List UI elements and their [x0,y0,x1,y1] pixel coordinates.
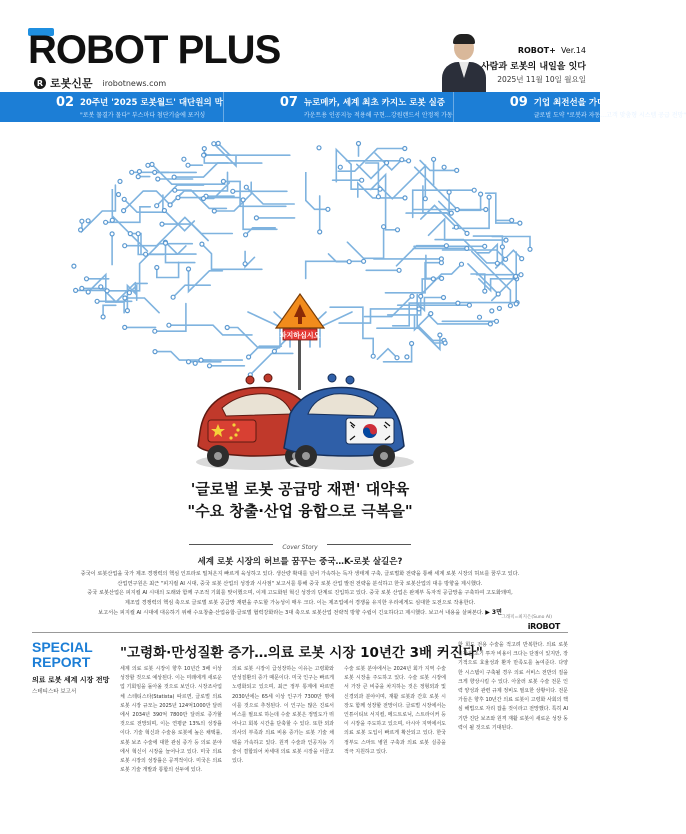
circuit-node [272,349,276,353]
circuit-node [405,355,409,359]
circuit-trace [415,167,458,209]
circuit-node [362,259,366,263]
issue-date: 2025년 11월 10일 월요일 [497,75,586,84]
logo-word-plus: PLUS [177,28,281,72]
circuit-node [122,209,126,213]
circuit-trace [306,261,364,278]
circuit-node [118,179,122,183]
circuit-node [202,197,206,201]
circuit-node [173,188,177,192]
circuit-node [125,309,129,313]
circuit-node [176,196,180,200]
circuit-node [208,364,212,368]
circuit-node [487,195,491,199]
circuit-node [130,170,134,174]
index-item-desc: "로봇 물결가 물다" 부스마다 첨단기술에 포커싱 [80,112,206,119]
lead-line: 중국 로봇산업은 피지컬 AI 시대의 도래와 함께 구조적 기회를 맞이했으며, 이제 고도화된 혁신 성장의 단계로 진입하고 있다. 중국 로봇 산업은 완제부 독자적 공급망을 구축하여 고도화돼며, [87,590,513,597]
circuit-node [444,244,448,248]
circuit-trace [88,275,124,313]
edition-brand: ROBOT+ [517,46,556,55]
circuit-node [72,264,76,268]
circuit-node [514,274,518,278]
circuit-trace [189,269,223,292]
index-strip [0,92,686,122]
lead-line: 제조업 경쟁력의 핵심 축으로 글로벌 로봇 공급망 재편을 주도할 가능성이 매우 크다. 이는 제조업에서 경쟁을 유지한 우리에게도 심대한 도전으로 작용한다. [124,599,476,606]
circuit-node [419,294,423,298]
circuit-node [465,246,469,250]
circuit-node [254,216,258,220]
circuit-node [465,231,469,235]
circuit-node [410,294,414,298]
circuit-node [80,219,84,223]
index-item-title: 뉴로메카, 세계 최초 카지노 로봇 실증 [303,98,446,108]
circuit-node [442,296,446,300]
circuit-node [382,225,386,229]
circuit-node [186,163,190,167]
circuit-trace [164,211,194,231]
circuit-node [407,159,411,163]
circuit-node [127,291,131,295]
circuit-node [447,190,451,194]
circuit-node [442,165,446,169]
circuit-node [164,241,168,245]
cover-story-subhead [0,534,600,567]
circuit-node [338,165,342,169]
circuit-node [472,188,476,192]
circuit-node [395,356,399,360]
circuit-node [484,208,488,212]
circuit-node [431,277,435,281]
robot-plus-logo[interactable] [28,30,280,70]
circuit-node [150,162,154,166]
circuit-node [417,307,421,311]
continue-page-link[interactable]: ▶ 3면 [485,609,502,617]
circuit-node [326,207,330,211]
special-report-source: 스테티스타 보고서 [32,689,77,695]
circuit-node [403,196,407,200]
circuit-node [490,309,494,313]
circuit-node [514,302,518,306]
special-report-kicker-2: REPORT [32,654,91,670]
robot-news-badge-icon: R [34,77,46,89]
circuit-node [454,225,458,229]
circuit-node [199,358,203,362]
circuit-trace [107,244,192,291]
circuit-node [153,170,157,174]
circuit-node [400,158,404,162]
headline-line-2: "수요 창출·산업 융합으로 극복을" [187,502,413,520]
circuit-trace [377,349,397,360]
circuit-node [167,323,171,327]
circuit-trace [330,307,373,356]
index-item-desc: 글로벌 도약 "로봇과 자동…고객 맞춤형 시스템 공급 전망" [533,112,686,119]
circuit-node [216,141,220,145]
circuit-node [123,296,127,300]
circuit-node [376,195,380,199]
blue-car-icon [284,374,414,470]
circuit-node [221,179,225,183]
warning-sign-text: 파지하십시오 [279,331,321,340]
circuit-node [357,142,361,146]
circuit-trace [365,296,413,316]
circuit-trace [202,244,262,269]
circuit-node [202,147,206,151]
masthead [0,0,600,92]
circuit-trace [320,312,352,347]
circuit-node [146,163,150,167]
special-report-topic: 의료 로봇 세계 시장 전망 [32,676,110,684]
circuit-node [396,228,400,232]
circuit-node [128,232,132,236]
circuit-node [244,185,248,189]
circuit-node [101,315,105,319]
graphic-credit: 그래픽=최지은(Suno AI) [501,615,552,620]
index-item-02[interactable] [0,92,224,122]
circuit-node [110,218,114,222]
cover-story-label: Cover Story [282,544,318,551]
index-page-number: 09 [509,95,528,110]
circuit-node [360,178,364,182]
circuit-node [423,197,427,201]
circuit-node [410,342,414,346]
circuit-node [122,197,126,201]
circuit-node [105,289,109,293]
circuit-node [429,312,433,316]
circuit-node [483,289,487,293]
sub-logo [34,75,166,91]
circuit-node [479,192,483,196]
circuit-node [403,147,407,151]
circuit-node [86,290,90,294]
circuit-node [243,262,247,266]
special-report-kicker-1: SPECIAL [32,639,93,655]
circuit-trace [112,189,147,251]
circuit-node [497,306,501,310]
circuit-node [95,299,99,303]
circuit-node [212,142,216,146]
circuit-node [385,161,389,165]
edition-info [481,38,586,85]
circuit-node [495,261,499,265]
circuit-node [110,232,114,236]
edition-version: Ver.14 [560,46,586,55]
circuit-node [460,262,464,266]
circuit-node [104,220,108,224]
circuit-node [483,244,487,248]
cover-headline[interactable] [0,478,600,522]
lead-line: 중국이 로봇산업을 국가 제조 경쟁력의 핵심 인프라로 밀쳐온지 빠르게 육성하고 있다. 생산량 확대를 넘어 가속하는 독자 생태계 구축, 글로벌화 전략을 통해 세계 로봇 시장의 허브를 꿈꾸고 있다. [80,571,520,577]
circuit-node [500,245,504,249]
article-column-3: 수술 로봇 분야에서는 2024년 회가 지역 수술 로봇 시장을 주도하고 있다. 수술 로봇 시장에서 가장 큰 비중을 차지하는 것은 정형외과 및 신경외과 분야이며, 재활 로봇과 간호 로봇 시장도 함께 성장할 전망이다. 글로벌 시장에서는 인튜이티브 서지컬, 메드트로닉, 스트라이커 등이 시장을 주도하고 있으며, 아시아 지역에서도 의료 로봇 도입이 빠르게 확산되고 있다. 한국 정부도 스마트 병원 구축과 의료 로봇 실증을 적극 지원하고 있다. [344,666,446,755]
circuit-node [156,177,160,181]
circuit-node [443,341,447,345]
circuit-node [247,355,251,359]
cover-story-subtitle: 세계 로봇 시장의 허브를 꿈꾸는 중국…K-로봇 살길은? [197,557,403,567]
circuit-node [80,286,84,290]
circuit-node [74,288,78,292]
circuit-trace [125,298,159,313]
circuit-trace [82,185,116,231]
circuit-node [153,329,157,333]
circuit-node [123,325,127,329]
circuit-node [438,333,442,337]
circuit-node [467,303,471,307]
circuit-node [153,350,157,354]
circuit-node [432,157,436,161]
circuit-node [241,198,245,202]
circuit-node [168,203,172,207]
circuit-node [79,228,83,232]
index-item-title: 20주년 '2025 로봇월드' 대단원의 막 [80,98,223,108]
circuit-node [193,361,197,365]
circuit-node [455,208,459,212]
circuit-node [212,209,216,213]
circuit-node [136,175,140,179]
circuit-node [200,242,204,246]
circuit-node [318,230,322,234]
circuit-node [123,244,127,248]
special-report-title[interactable]: "고령화·만성질환 증가…의료 로봇 시장 10년간 3배 커진다" [120,645,483,661]
circuit-node [171,295,175,299]
lead-paragraph [50,570,550,619]
circuit-trace [246,187,294,204]
circuit-node [155,266,159,270]
circuit-node [455,168,459,172]
circuit-node [528,247,532,251]
circuit-trace [492,277,515,300]
circuit-node [371,354,375,358]
circuit-node [397,268,401,272]
robot-news-name: 로봇신문 [50,77,93,90]
circuit-node [496,292,500,296]
index-item-desc: 카운트용 인공지능 적용해 구현…강원랜드서 안정적 가동 [303,112,453,119]
circuit-node [439,257,443,261]
brain-circuit-illustration [0,122,600,492]
circuit-node [202,153,206,157]
circuit-node [347,260,351,264]
circuit-node [519,273,523,277]
circuit-node [160,222,164,226]
headline-line-1: '글로벌 로봇 공급망 재편' 대약육 [190,480,410,498]
circuit-node [117,193,121,197]
circuit-node [244,233,248,237]
circuit-node [449,211,453,215]
circuit-trace [173,285,210,297]
circuit-node [99,285,103,289]
circuit-node [488,322,492,326]
circuit-node [155,204,159,208]
circuit-node [504,238,508,242]
circuit-node [510,218,514,222]
circuit-node [187,360,191,364]
circuit-trace [157,262,179,277]
cover-illustration [0,122,600,492]
circuit-node [520,257,524,261]
circuit-node [456,301,460,305]
circuit-trace [155,352,242,361]
circuit-node [518,221,522,225]
index-item-07[interactable] [224,92,454,122]
circuit-node [440,276,444,280]
circuit-node [187,267,191,271]
circuit-trace [250,353,292,374]
circuit-node [504,257,508,261]
lead-line: 산업연구원은 최근 "피지컬 AI 시대, 중국 로봇 산업의 성장과 시사점" 보고서를 통해 중국 로봇 산업 발전 전략을 분석하고 한국 로봇산업의 대응 방향을 제시했다. [117,580,483,587]
circuit-node [182,157,186,161]
circuit-node [144,252,148,256]
tagline: 사람과 로봇의 내일을 잇다 [480,62,586,72]
circuit-node [162,209,166,213]
circuit-trace [227,328,279,348]
circuit-trace [371,175,398,230]
circuit-node [225,326,229,330]
circuit-trace [306,172,328,209]
circuit-node [508,304,512,308]
circuit-node [378,187,382,191]
index-page-number: 02 [56,95,75,110]
circuit-node [478,315,482,319]
circuit-node [317,146,321,150]
circuit-node [136,232,140,236]
circuit-node [137,170,141,174]
index-item-title: 기업 최전선을 가다 - 주강로보테크 [533,98,665,108]
site-url[interactable]: irobotnews.com [102,78,167,88]
index-page-number: 07 [279,95,298,110]
circuit-node [85,277,89,281]
article-column-4: 한 회도 전용 수술을 적고려 반복한다. 의료 로봇 시장은 초기 투자 비용이 크다는 단점이 있지만, 장기적으로 효율성과 환자 만족도를 높여준다. 다양한 시스템이 구축될 경우 의료 서비스 전반의 질을 크게 향상시킬 수 있다. 아울러 로봇 수술 전문 인력 양성과 관련 규제 정비도 필요한 상황이다. 전문가들은 향후 10년간 의료 로봇이 고령화 사회의 핵심 해법으로 자리 잡을 것이라고 전망했다. 특히 AI 기반 진단 보조와 원격 재활 로봇이 새로운 성장 동력이 될 것으로 기대된다. [458,642,568,731]
circuit-trace [347,227,383,259]
lead-line: 보고서는 피지컬 AI 시대에 대응하기 위해 수요창출·산업융합·글로벌 협력강화라는 3대 축으로 로봇산업 전략적 방향 수립이 긴요하다고 제시했다. 보고서 내용을 살펴본다. [98,610,484,617]
circuit-node [231,189,235,193]
article-column-1: 세계 의료 로봇 시장이 향후 10년간 3배 이상 성장할 것으로 예상된다. 이는 미래에게 새로운 업 기회임을 돌아올 것으로 보인다. 시장조사업체 스테티스타(Statista) 따르면, 글로벌 의료 로봇 시장 규모는 2025년 124억1000만 달러에서 2034년 390억 7800만 달러로 증가할 것으로 전망되며, 이는 연평균 13%의 성장률이다. 기술 혁신과 수술용 로봇에 높은 채택률, 로봇 보조 수술에 대한 관심 증가 등 의료 분야에서 혁신이 시장을 늘어나고 있다. 미국 의료 로봇 시장의 성장률은 공격적이다. 미국은 의료 로봇 기술 개발과 통합의 선두에 있다. [120,666,222,774]
article-column-2: 의료 로봇 시장이 급성장하는 이유는 고령화와 만성질환의 증가 때문이다. 미국 인구는 빠르게 노령화되고 있으며, 최근 정부 통계에 따르면 2030년에는 65세 이상 인구가 7300만 명에 이를 것으로 추정된다. 이 인구는 많은 진료서비스를 필요로 하는데 수술 로봇은 정밀도가 뛰어나고 회복 시간을 단축할 수 있다. 또한 외과 의사의 부족과 의료 비용 증가는 로봇 기술 채택을 가속하고 있다. 원격 수술과 인공지능 기술이 결합되어 차세대 의료 로봇 시장을 이끌고 있다. [232,666,334,765]
circuit-trace [456,194,480,210]
logo-word-robot: ROBOT [28,28,168,72]
circuit-node [172,175,176,179]
circuit-node [495,319,499,323]
irobot-logo: iROBOT [527,622,560,631]
special-report-label [32,640,109,695]
section-divider [32,632,568,633]
circuit-node [86,219,90,223]
index-item-09[interactable] [454,92,686,122]
